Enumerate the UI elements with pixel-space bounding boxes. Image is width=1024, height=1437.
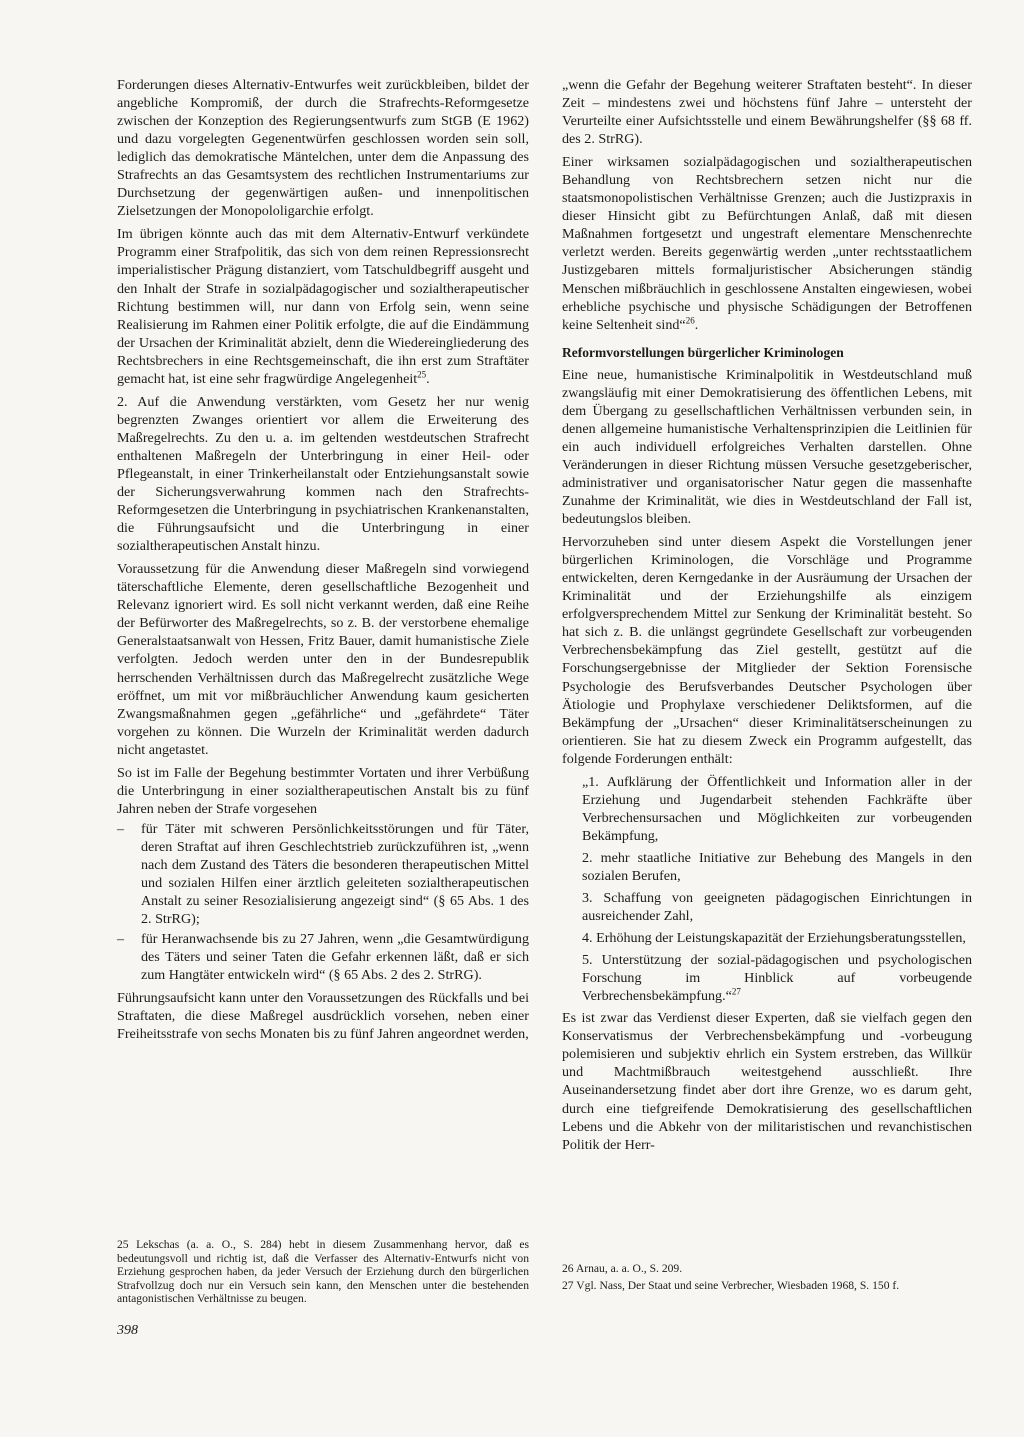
footnote-ref: 27 bbox=[731, 986, 741, 997]
quote-text: 5. Unterstützung der sozial-pädagogischen und psychologischen Forschung im Hinblick auf vorbeugende Verbrechensbekämpfung.“ bbox=[582, 952, 972, 1005]
footnote: 27 Vgl. Nass, Der Staat und seine Verbrecher, Wiesbaden 1968, S. 150 f. bbox=[562, 1278, 900, 1292]
paragraph: Führungsaufsicht kann unter den Voraussetzungen des Rückfalls und bei Straftaten, die diese Maßregel ausdrücklich vorsehen, neben einer Freiheitsstrafe von sechs Monaten bis zu fünf Jahren angeordnet werden, bbox=[117, 990, 529, 1043]
footnotes-right bbox=[562, 1262, 972, 1295]
paragraph: „wenn die Gefahr der Begehung weiterer Straftaten besteht“. In dieser Zeit – mindestens zwei und höchstens fünf Jahre – untersteht der Verurteilte einer Aufsichtsstelle und einem Bewährungshelfer (§§ 68 ff. des 2. StrRG). bbox=[562, 77, 972, 148]
page-number: 398 bbox=[117, 1323, 138, 1338]
paragraph: So ist im Falle der Begehung bestimmter Vortaten und ihrer Verbüßung die Unterbringung in einer sozialtherapeutischen Anstalt bis zu fünf Jahren neben der Strafe vorgesehen bbox=[117, 764, 529, 817]
quote-item: „1. Aufklärung der Öffentlichkeit und Information aller in der Erziehung und Jugendarbeit stehenden Fachkräfte über Verbrechensursachen und Möglichkeiten zur vorbeugenden Bekämpfung, bbox=[582, 773, 972, 844]
footnote: 25 Lekschas (a. a. O., S. 284) hebt in diesem Zusammenhang hervor, daß es bedeutungsvoll und richtig ist, daß die Verfasser des Alternativ-Entwurfs nicht von Erziehung gesprochen haben, da jeder Versuch der Erziehung durch den bürgerlichen Strafvollzug doch nur ein Versuch sein kann, den Menschen unter die bestehenden antagonistischen Verhältnisse zu beugen. bbox=[117, 1238, 529, 1305]
section-heading: Reformvorstellungen bürgerlicher Kriminologen bbox=[562, 344, 844, 360]
quote-item bbox=[582, 951, 972, 1005]
paragraph-text: Einer wirksamen sozialpädagogischen und sozialtherapeutischen Behandlung von Rechtsbrechern setzen nicht nur die staatsmonopolistischen Verhältnisse Grenzen; auch die Justizpraxis in dieser Hinsicht gibt zu Befürchtungen Anlaß, daß mit diesen Maßnahmen fortgesetzt und ungestraft elementare Menschenrechte verletzt werden. Bereits gegenwärtig werden „unter rechtsstaatlichem Justizgebaren mittels formaljuristischer Absicherungen ständig Menschen mißbräuchlich in geschlossene Anstalten eingewiesen, wobei erhebliche psychische und physische Schädigungen der Betroffenen keine Seltenheit sind“ bbox=[562, 154, 972, 333]
footnotes-left bbox=[117, 1238, 529, 1309]
paragraph: Es ist zwar das Verdienst dieser Experten, daß sie vielfach gegen den Konservatismus der Verbrechensbekämpfung und -vorbeugung polemisieren und subjektiv ehrlich ein System erstreben, das Willkür und Machtmißbrauch weitestgehend ausschließt. Ihre Auseinandersetzung findet aber dort ihre Grenze, wo es darum geht, durch eine tiefgreifende Demokratisierung des gesellschaftlichen Lebens und die Abkehr von der militaristischen und revanchistischen Politik der Herr- bbox=[562, 1010, 972, 1153]
footnote: 26 Arnau, a. a. O., S. 209. bbox=[562, 1262, 683, 1275]
paragraph: 2. Auf die Anwendung verstärkten, vom Gesetz her nur wenig begrenzten Zwanges orientiert vor allem die Erweiterung des Maßregelrechts. Zu den u. a. im geltenden westdeutschen Strafrecht enthaltenen Maßregeln der Unterbringung in einer Heil- oder Pflegeanstalt, in einer Trinkerheilanstalt oder Entziehungsanstalt sowie der Sicherungsverwahrung kommen nach den Strafrechts-Reformgesetzen die Unterbringung in psychiatrischen Krankenanstalten, die Führungsaufsicht und die Unterbringung in einer sozialtherapeutischen Anstalt hinzu. bbox=[117, 393, 529, 555]
left-column bbox=[117, 76, 529, 1048]
footnote-ref: 26 bbox=[685, 314, 695, 325]
paragraph: Voraussetzung für die Anwendung dieser Maßregeln sind vorwiegend täterschaftliche Elemente, deren gesellschaftliche Bezogenheit und Relevanz ignoriert wird. Es soll nicht verkannt werden, daß eine Reihe der Befürworter des Maßregelrechts, so z. B. der verstorbene ehemalige Generalstaatsanwalt von Hessen, Fritz Bauer, damit humanistische Ziele verfolgten. Jedoch werden unter den in der Bundesrepublik herrschenden Verhältnissen durch das Maßregelrecht zusätzliche Wege eröffnet, um mit vor mißbräuchlicher Anwendung kaum gesicherten Zwangsmaßnahmen gegen „gefährliche“ und „gefährdete“ Täter vorgehen zu können. Die Wurzeln der Kriminalität werden dadurch nicht angetastet. bbox=[117, 561, 529, 758]
paragraph-text: Im übrigen könnte auch das mit dem Alternativ-Entwurf verkündete Programm einer Strafpolitik, das sich von dem reinen Repressionsrecht imperialistischer Prägung distanziert, vom Tatschuldbegriff ausgeht und den Inhalt der Strafe in sozialpädagogischer und sozialtherapeutischer Richtung bestimmen will, nur dann von Erfolg sein, wenn seine Realisierung im Rahmen einer Politik erfolgte, die auf die Eindämmung der Ursachen der Kriminalität abzielt, denn die Wiedereingliederung des Rechtsbrechers in eine Rechtsgemeinschaft, die ihn erst zum Straftäter gemacht hat, ist eine sehr fragwürdige Angelegenheit bbox=[117, 226, 529, 387]
quote-item: 2. mehr staatliche Initiative zur Behebung des Mangels in den sozialen Berufen, bbox=[582, 849, 972, 884]
quote-item: 3. Schaffung von geeigneten pädagogischen Einrichtungen in ausreichender Zahl, bbox=[582, 890, 972, 925]
paragraph: Einer wirksamen sozialpädagogischen und sozialtherapeutischen Behandlung von Rechtsbrechern setzen nicht nur die staatsmonopolistischen Verhältnisse Grenzen; auch die Justizpraxis in dieser Hinsicht gibt zu Befürchtungen Anlaß, daß mit diesen Maßnahmen fortgesetzt und ungestraft elementare Menschenrechte verletzt werden. Bereits gegenwärtig werden „unter rechtsstaatlichem Justizgebaren mittels formaljuristischer Absicherungen ständig Menschen mißbräuchlich in geschlossene Anstalten eingewiesen, wobei erhebliche psychische und physische Schädigungen der Betroffenen keine Seltenheit sind“$^{26}$. bbox=[562, 154, 972, 333]
paragraph: Im übrigen könnte auch das mit dem Alternativ-Entwurf verkündete Programm einer Strafpolitik, das sich von dem reinen Repressionsrecht imperialistischer Prägung distanziert, vom Tatschuldbegriff ausgeht und den Inhalt der Strafe in sozialpädagogischer und sozialtherapeutischer Richtung bestimmen will, nur dann von Erfolg sein, wenn seine Realisierung im Rahmen einer Politik erfolgte, die auf die Eindämmung der Ursachen der Kriminalität abzielt, denn die Wiedereingliederung des Rechtsbrechers in eine Rechtsgemeinschaft, die ihn erst zum Straftäter gemacht hat, ist eine sehr fragwürdige Angelegenheit$^{25}$. bbox=[117, 226, 529, 387]
list-item bbox=[117, 820, 529, 928]
paragraph: Eine neue, humanistische Kriminalpolitik in Westdeutschland muß zwangsläufig mit einer Demokratisierung des öffentlichen Lebens, mit dem Übergang zu gesellschaftlichen Verhältnissen verbunden sein, in denen allgemeine humanistische Verhaltensprinzipien die Leitlinien für ein auch individuell erfolgreiches Verhalten darstellen. Ohne Veränderungen in dieser Richtung müssen Versuche gesetzgeberischer, administrativer und organisatorischer Natur gegen die massenhafte Zunahme der Kriminalität, wie dies in Westdeutschland der Fall ist, bedeutungslos bleiben. bbox=[562, 366, 972, 528]
dash-marker: – bbox=[117, 931, 125, 948]
quote-item: 4. Erhöhung der Leistungskapazität der Erziehungsberatungsstellen, bbox=[582, 930, 966, 947]
footnote-ref: 25 bbox=[417, 369, 427, 380]
list-item-text: für Heranwachsende bis zu 27 Jahren, wenn „die Gesamtwürdigung des Täters und seiner Taten die Gefahr erkennen läßt, daß er sich zum Hangtäter entwickeln wird“ (§ 65 Abs. 2 des 2. StrRG). bbox=[141, 931, 529, 984]
paragraph: Forderungen dieses Alternativ-Entwurfes weit zurückbleiben, bildet der angebliche Kompromiß, der durch die Strafrechts-Reformgesetze zwischen der Konzeption des Regierungsentwurfs zum StGB (E 1962) und dazu vorgelegten Gegenentwürfen geschlossen worden sein soll, lediglich das demokratische Mäntelchen, unter dem die Anpassung des Strafrechts an das Gesamtsystem des rechtlichen Instrumentariums zur Durchsetzung der gegenwärtigen außen- und innenpolitischen Zielsetzungen der Monopololigarchie erfolgt. bbox=[117, 77, 529, 220]
paragraph: Hervorzuheben sind unter diesem Aspekt die Vorstellungen jener bürgerlichen Kriminologen, die Vorschläge und Programme entwickelten, deren Kerngedanke in der Ausräumung der Ursachen der Kriminalität und der Erziehungshilfe als einzigem erfolgversprechendem Mittel zur Senkung der Kriminalität besteht. So hat sich z. B. die unlängst gegründete Gesellschaft zur vorbeugenden Verbrechensbekämpfung das Ziel gestellt, gestützt auf die Forschungsergebnisse der Mitglieder der Sektion Forensische Psychologie des Berufsverbandes Deutscher Psychologen über Ätiologie und Prophylaxe verschiedener Deliktsformen, auf die Bekämpfung der „Ursachen“ dieser Kriminalitätserscheinungen zu orientieren. Sie hat zu diesem Zweck ein Programm aufgestellt, das folgende Forderungen enthält: bbox=[562, 534, 972, 767]
right-column bbox=[562, 76, 972, 1159]
list-item-text: für Täter mit schweren Persönlichkeitsstörungen und für Täter, deren Straftat auf ihren Geschlechtstrieb zurückzuführen ist, „wenn nach dem Zustand des Täters die besonderen therapeutischen Mittel und sozialen Hilfen einer ärztlich geleiteten sozialtherapeutischen Anstalt zu seiner Resozialisierung angezeigt sind“ (§ 65 Abs. 1 des 2. StrRG); bbox=[141, 820, 529, 928]
dash-marker: – bbox=[117, 820, 125, 837]
list-item bbox=[117, 930, 529, 984]
